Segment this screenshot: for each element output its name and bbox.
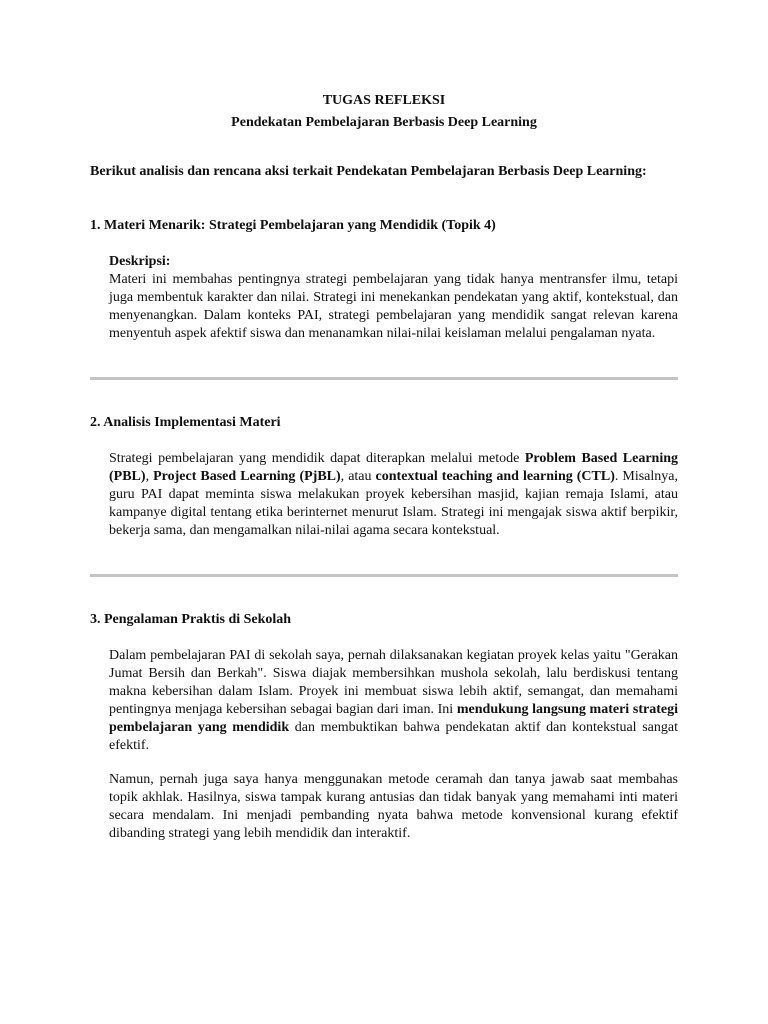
section2-text-3: , atau xyxy=(340,469,376,484)
section1-desc-text: Materi ini membahas pentingnya strategi pembelajaran yang tidak hanya mentransfer ilmu, tetapi juga membentuk karakter dan nilai. Strategi ini menekankan pendekatan yang aktif, kontekstual, dan menyenangkan. Dalam konteks PAI, strategi pembelajaran yang mendidik sangat relevan karena menyentuh aspek afektif siswa dan menanamkan nilai-nilai keislaman melalui pengalaman nyata. xyxy=(109,272,678,341)
intro-text: Berikut analisis dan rencana aksi terkait Pendekatan Pembelajaran Berbasis Deep Learning: xyxy=(90,164,647,179)
section2-paragraph xyxy=(109,450,678,540)
divider-2 xyxy=(90,574,678,577)
doc-title: TUGAS REFLEKSI xyxy=(322,93,446,108)
section3-paragraph-2: Namun, pernah juga saya hanya menggunakan metode ceramah dan tanya jawab saat membahas topik akhlak. Hasilnya, siswa tampak kurang antusias dan tidak banyak yang memahami inti materi secara mendalam. Ini menjadi pembanding nyata bahwa metode konvensional kurang efektif dibanding strategi yang lebih mendidik dan interaktif. xyxy=(109,772,678,841)
section3-emphasis: mendukung langsung materi strategi pembelajaran yang mendidik xyxy=(109,702,678,735)
section1-desc-label: Deskripsi: xyxy=(109,254,171,269)
doc-subtitle: Pendekatan Pembelajaran Berbasis Deep Learning xyxy=(231,115,537,130)
ctl-term: contextual teaching and learning (CTL) xyxy=(375,469,615,484)
divider-1 xyxy=(90,377,678,380)
section3-text-2: dan membuktikan bahwa pendekatan aktif dan kontekstual sangat efektif. xyxy=(109,720,678,753)
section2-heading: 2. Analisis Implementasi Materi xyxy=(90,415,281,430)
pjbl-term: Project Based Learning (PjBL) xyxy=(153,469,341,484)
section2-text-1: Strategi pembelajaran yang mendidik dapat diterapkan melalui metode xyxy=(109,451,525,466)
pbl-term: Problem Based Learning (PBL) xyxy=(109,451,679,484)
section3-heading: 3. Pengalaman Praktis di Sekolah xyxy=(90,612,292,627)
section3-text-1: Dalam pembelajaran PAI di sekolah saya, pernah dilaksanakan kegiatan proyek kelas yaitu "Gerakan Jumat Bersih dan Berkah". Siswa diajak membersihkan mushola sekolah, lalu berdiskusi tentang makna kebersihan dalam Islam. Proyek ini membuat siswa lebih aktif, semangat, dan memahami pentingnya menjaga kebersihan sebagai bagian dari iman. Ini xyxy=(109,648,678,717)
section2-text-4: . Misalnya, guru PAI dapat meminta siswa melakukan proyek kebersihan masjid, kajian remaja Islami, atau kampanye digital tentang etika berinternet menurut Islam. Strategi ini mengajak siswa aktif berpikir, bekerja sama, dan mengamalkan nilai-nilai agama secara kontekstual. xyxy=(109,469,679,538)
section1-heading: 1. Materi Menarik: Strategi Pembelajaran yang Mendidik (Topik 4) xyxy=(90,218,496,233)
section3-paragraph-1 xyxy=(109,647,678,755)
section2-text-2: , xyxy=(145,469,154,484)
